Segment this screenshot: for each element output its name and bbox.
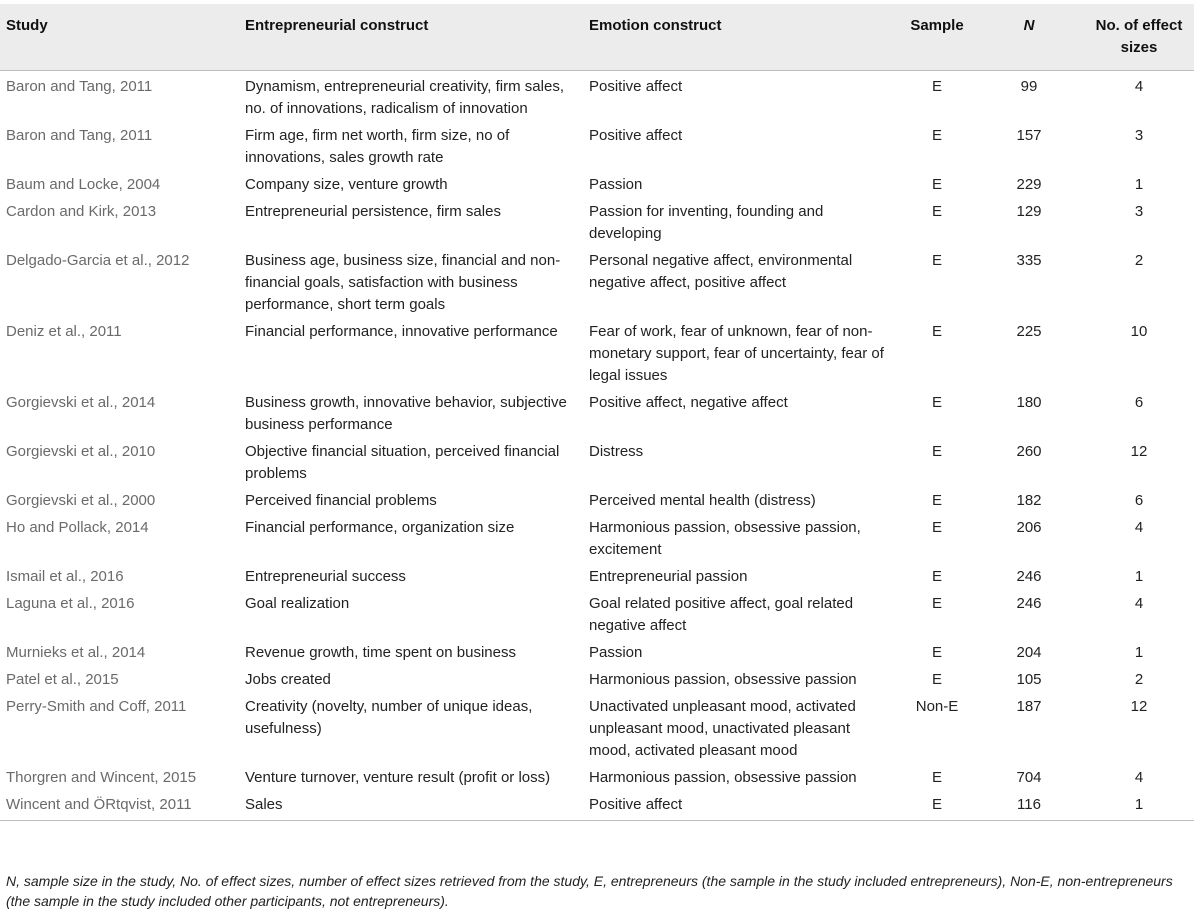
cell-effect-sizes: 1	[1084, 789, 1194, 821]
cell-n: 206	[1016, 519, 1042, 536]
header-study: Study	[0, 4, 239, 71]
cell-effect-sizes: 4	[1134, 769, 1144, 786]
table-row	[0, 387, 1194, 436]
cell-sample: E	[931, 176, 942, 193]
cell-sample: E	[931, 323, 942, 340]
cell-n: 246	[1016, 595, 1042, 612]
cell-study: Delgado-Garcia et al., 2012	[6, 252, 190, 269]
cell-effect-sizes: 4	[1134, 519, 1144, 536]
cell-study: Perry-Smith and Coff, 2011	[6, 698, 187, 715]
cell-n: 260	[1016, 443, 1042, 460]
cell-effect-sizes: 1	[1134, 568, 1144, 585]
cell-study: Ismail et al., 2016	[6, 568, 124, 585]
cell-n: 105	[1016, 671, 1042, 688]
cell-effect-sizes: 1	[1134, 644, 1144, 661]
cell-effect-sizes: 6	[1134, 492, 1144, 509]
cell-emotion-construct: Harmonious passion, obsessive passion	[589, 671, 857, 688]
cell-effect-sizes: 4	[1134, 78, 1144, 95]
table-row	[0, 512, 1194, 561]
cell-effect-sizes: 12	[1130, 698, 1148, 715]
cell-entrepreneurial-construct: Financial performance, organization size	[245, 519, 515, 536]
cell-effect-sizes: 2	[1134, 252, 1144, 269]
cell-emotion-construct: Positive affect	[583, 789, 900, 821]
cell-n: 704	[1016, 769, 1042, 786]
cell-study: Laguna et al., 2016	[6, 595, 135, 612]
cell-emotion-construct: Goal related positive affect, goal related negative affect	[589, 595, 854, 634]
cell-emotion-construct: Harmonious passion, obsessive passion	[589, 769, 857, 786]
cell-emotion-construct: Personal negative affect, environmental negative affect, positive affect	[589, 252, 853, 291]
cell-n: 182	[1016, 492, 1042, 509]
cell-entrepreneurial-construct: Jobs created	[245, 671, 331, 688]
table-row	[0, 169, 1194, 196]
cell-effect-sizes: 3	[1134, 127, 1144, 144]
cell-entrepreneurial-construct: Entrepreneurial persistence, firm sales	[245, 203, 501, 220]
cell-entrepreneurial-construct: Company size, venture growth	[245, 176, 448, 193]
cell-study: Wincent and ÖRtqvist, 2011	[0, 789, 239, 821]
cell-sample: E	[931, 127, 942, 144]
cell-sample: E	[931, 644, 942, 661]
cell-entrepreneurial-construct: Firm age, firm net worth, firm size, no of innovations, sales growth rate	[245, 127, 510, 166]
cell-study: Baron and Tang, 2011	[6, 78, 153, 95]
cell-entrepreneurial-construct: Objective financial situation, perceived financial problems	[245, 443, 560, 482]
table-row	[0, 588, 1194, 637]
cell-emotion-construct: Entrepreneurial passion	[589, 568, 748, 585]
cell-n: 335	[1016, 252, 1042, 269]
cell-sample: E	[931, 78, 942, 95]
header-emotion-construct: Emotion construct	[583, 4, 900, 71]
cell-sample: E	[900, 789, 974, 821]
cell-effect-sizes: 2	[1134, 671, 1144, 688]
cell-emotion-construct: Positive affect	[589, 78, 683, 95]
cell-study: Gorgievski et al., 2000	[6, 492, 156, 509]
table-row	[0, 561, 1194, 588]
table-row	[0, 762, 1194, 789]
cell-emotion-construct: Distress	[589, 443, 644, 460]
cell-sample: E	[931, 443, 942, 460]
table-body	[0, 71, 1194, 821]
cell-study: Thorgren and Wincent, 2015	[6, 769, 197, 786]
cell-n: 129	[1016, 203, 1042, 220]
cell-sample: E	[931, 519, 942, 536]
cell-study: Cardon and Kirk, 2013	[6, 203, 157, 220]
table-row	[0, 485, 1194, 512]
cell-sample: E	[931, 595, 942, 612]
cell-effect-sizes: 3	[1134, 203, 1144, 220]
table-row	[0, 71, 1194, 121]
cell-sample: E	[931, 252, 942, 269]
cell-emotion-construct: Perceived mental health (distress)	[589, 492, 816, 509]
cell-effect-sizes: 6	[1134, 394, 1144, 411]
cell-study: Deniz et al., 2011	[6, 323, 122, 340]
cell-sample: E	[931, 394, 942, 411]
cell-entrepreneurial-construct: Financial performance, innovative performance	[245, 323, 558, 340]
cell-n: 187	[1016, 698, 1042, 715]
cell-study: Murnieks et al., 2014	[6, 644, 146, 661]
cell-effect-sizes: 1	[1134, 176, 1144, 193]
cell-sample: E	[931, 203, 942, 220]
table-row	[0, 316, 1194, 387]
cell-n: 204	[1016, 644, 1042, 661]
cell-study: Ho and Pollack, 2014	[6, 519, 149, 536]
table-row	[0, 664, 1194, 691]
table-row	[0, 436, 1194, 485]
cell-entrepreneurial-construct: Goal realization	[245, 595, 350, 612]
table-row	[0, 120, 1194, 169]
table-row	[0, 245, 1194, 316]
table-row	[0, 196, 1194, 245]
header-n: N	[974, 4, 1084, 71]
header-entrepreneurial-construct: Entrepreneurial construct	[239, 4, 583, 71]
studies-table	[0, 4, 1194, 821]
cell-entrepreneurial-construct: Perceived financial problems	[245, 492, 437, 509]
cell-emotion-construct: Passion	[589, 176, 643, 193]
table-row	[0, 637, 1194, 664]
cell-study: Gorgievski et al., 2010	[6, 443, 156, 460]
cell-n: 246	[1016, 568, 1042, 585]
cell-entrepreneurial-construct: Revenue growth, time spent on business	[245, 644, 516, 661]
cell-sample: Non-E	[915, 698, 959, 715]
cell-entrepreneurial-construct: Business age, business size, financial and non-financial goals, satisfaction with business performance, short term goals	[245, 252, 561, 313]
header-effect-sizes: No. of effect sizes	[1084, 4, 1194, 71]
cell-effect-sizes: 4	[1134, 595, 1144, 612]
cell-entrepreneurial-construct: Entrepreneurial success	[245, 568, 406, 585]
cell-study: Baum and Locke, 2004	[6, 176, 161, 193]
cell-effect-sizes: 10	[1130, 323, 1148, 340]
cell-emotion-construct: Positive affect	[589, 127, 683, 144]
cell-emotion-construct: Harmonious passion, obsessive passion, excitement	[589, 519, 861, 558]
header-sample: Sample	[900, 4, 974, 71]
cell-study: Patel et al., 2015	[6, 671, 119, 688]
cell-effect-sizes: 12	[1130, 443, 1148, 460]
cell-sample: E	[931, 671, 942, 688]
cell-emotion-construct: Fear of work, fear of unknown, fear of non-monetary support, fear of uncertainty, fear of legal issues	[589, 323, 884, 384]
cell-emotion-construct: Passion for inventing, founding and developing	[589, 203, 824, 242]
cell-study: Gorgievski et al., 2014	[6, 394, 156, 411]
cell-n: 157	[1016, 127, 1042, 144]
table-header	[0, 4, 1194, 71]
cell-sample: E	[931, 769, 942, 786]
cell-emotion-construct: Passion	[589, 644, 643, 661]
table-footnote: N, sample size in the study, No. of effect sizes, number of effect sizes retrieved from the study, E, entrepreneurs (the sample in the study included entrepreneurs), Non-E, non-entrepreneurs (the sample in the study included other participants, not entrepreneurs).	[6, 873, 1173, 909]
cell-entrepreneurial-construct: Business growth, innovative behavior, subjective business performance	[245, 394, 567, 433]
cell-sample: E	[931, 568, 942, 585]
cell-entrepreneurial-construct: Venture turnover, venture result (profit or loss)	[245, 769, 551, 786]
cell-emotion-construct: Positive affect, negative affect	[589, 394, 788, 411]
cell-n: 180	[1016, 394, 1042, 411]
cell-emotion-construct: Unactivated unpleasant mood, activated unpleasant mood, unactivated pleasant mood, activated pleasant mood	[589, 698, 856, 759]
cell-n: 229	[1016, 176, 1042, 193]
table-row	[0, 691, 1194, 762]
cell-entrepreneurial-construct: Creativity (novelty, number of unique ideas, usefulness)	[245, 698, 533, 737]
cell-sample: E	[931, 492, 942, 509]
cell-n: 99	[1020, 78, 1038, 95]
cell-n: 225	[1016, 323, 1042, 340]
header-row	[0, 4, 1194, 71]
cell-entrepreneurial-construct: Dynamism, entrepreneurial creativity, firm sales, no. of innovations, radicalism of innovation	[245, 78, 564, 117]
cell-study: Baron and Tang, 2011	[6, 127, 153, 144]
table-row	[0, 789, 1194, 821]
cell-entrepreneurial-construct: Sales	[239, 789, 583, 821]
cell-n: 116	[974, 789, 1084, 821]
